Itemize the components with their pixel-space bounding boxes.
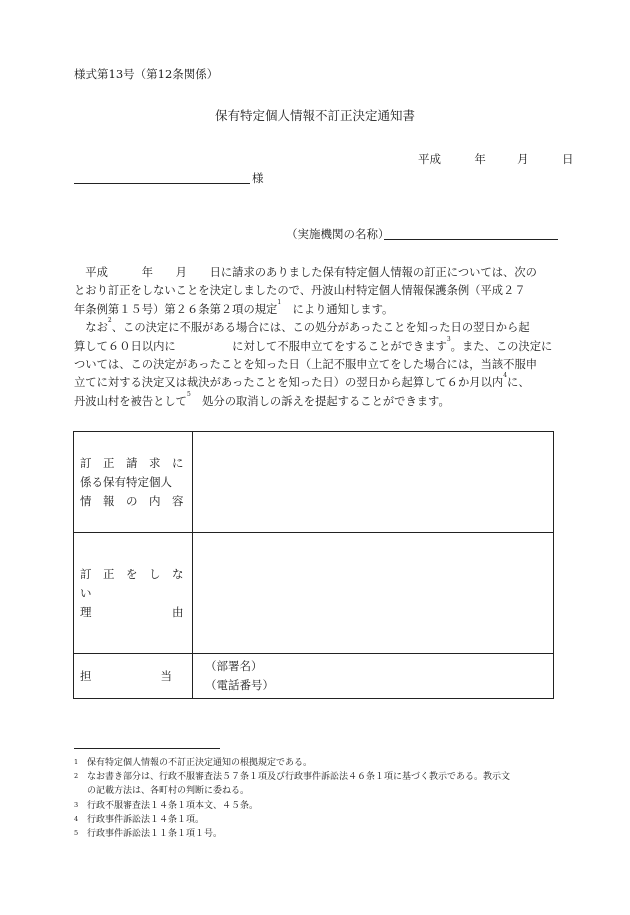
agency-label: （実施機関の名称）: [286, 227, 390, 241]
date-era: 平成: [418, 152, 441, 166]
phone-label: （電話番号）: [205, 678, 274, 692]
footnote-ref: 1: [277, 298, 282, 306]
contact-label: 担 当: [74, 654, 193, 699]
footnote: [74, 756, 574, 770]
footnotes: [74, 756, 574, 841]
body-text: 平成 年 月 日に請求のありました保有特定個人情報の訂正については、次の: [74, 266, 537, 279]
agency-name-line[interactable]: [384, 239, 558, 240]
body-text: に、: [507, 376, 530, 390]
footnote: [74, 827, 574, 841]
reason-field[interactable]: [193, 533, 554, 654]
body-line: [74, 374, 558, 392]
footnote-number: 3: [74, 800, 79, 809]
footnote-text: 保有特定個人情報の不訂正決定通知の根拠規定である。: [87, 758, 313, 768]
body-line: [74, 356, 558, 374]
date-line: [418, 151, 573, 167]
body-text: とおり訂正をしないことを決定しましたので、丹波山村特定個人情報保護条例（平成２７: [74, 284, 526, 298]
notice-body: [74, 264, 558, 411]
document-title: 保有特定個人情報不訂正決定通知書: [214, 108, 415, 123]
label-line: 係る保有特定個人: [80, 474, 172, 489]
form-number: 様式第13号（第12条関係）: [74, 67, 219, 81]
table-row-reason: [74, 533, 554, 654]
footnote-ref: 2: [107, 317, 112, 325]
body-text: 年条例第１５号）第２６条第２項の規定: [74, 302, 278, 316]
department-label: （部署名）: [205, 659, 263, 673]
footnote: [74, 813, 574, 827]
date-year: 年: [474, 152, 486, 166]
footnote-number: 2: [74, 772, 79, 781]
body-line: [74, 282, 558, 300]
contact-field[interactable]: [193, 654, 554, 699]
footnote: [74, 770, 574, 784]
date-day: 日: [561, 152, 574, 166]
footnote-number: 5: [74, 829, 79, 838]
footnote-text: 行政事件訴訟法１４条１項。: [87, 814, 205, 825]
decision-table: [73, 431, 554, 699]
body-line: [74, 335, 558, 356]
footnote-text: 行政不服審査法１４条１項本文、４５条。: [87, 800, 259, 811]
recipient-name-line[interactable]: [74, 183, 250, 184]
body-text: 算して６０日以内に に対して不服申立てをすることができます: [74, 339, 447, 353]
label-line: 理 由: [80, 604, 184, 619]
body-line: [74, 264, 558, 282]
footnote-ref: 5: [186, 390, 191, 398]
footnote-text-continued: の記載方法は、各町村の判断に委ねる。: [87, 786, 250, 797]
footnote-ref: 3: [446, 335, 451, 343]
footnote-divider: [74, 748, 220, 749]
date-month: 月: [517, 152, 529, 166]
footnote-ref: 4: [503, 372, 508, 380]
footnote: [74, 799, 574, 813]
label-line: 情 報 の 内 容: [80, 493, 184, 508]
body-line: [74, 319, 558, 337]
table-row-request-content: [74, 432, 554, 533]
request-content-label: [74, 432, 193, 533]
body-text: なお: [74, 321, 108, 335]
body-text: 処分の取消しの訴えを提起することができます。: [190, 394, 450, 408]
footnote-number: 4: [74, 814, 79, 823]
table-row-contact: [74, 654, 554, 699]
body-text: 、この決定に不服がある場合には、この処分があったことを知った日の翌日から起: [111, 321, 530, 335]
label-line: 訂 正 を し な い: [80, 566, 195, 600]
body-text: により通知します。: [281, 302, 394, 316]
footnote-text: なお書き部分は、行政不服審査法５７条１項及び行政事件訴訟法４６条１項に基づく教示である。教示文: [87, 772, 511, 783]
body-text: 丹波山村を被告として: [74, 394, 187, 408]
recipient-honorific: 様: [252, 171, 264, 185]
footnote-number: 1: [74, 758, 79, 766]
label-line: 訂 正 請 求 に: [80, 455, 184, 470]
body-text: 立てに対する決定又は裁決があったことを知った日）の翌日から起算して６か月以内: [74, 376, 504, 390]
body-text: ついては、この決定があったことを知った日（上記不服申立てをした場合には，当該不服申: [74, 358, 538, 372]
request-content-field[interactable]: [193, 432, 554, 533]
reason-label: [74, 533, 193, 654]
body-line: [74, 390, 558, 411]
footnote-text: 行政事件訴訟法１１条１項１号。: [87, 829, 223, 840]
body-line: [74, 298, 558, 319]
body-text: 。また、この決定に: [450, 339, 553, 353]
